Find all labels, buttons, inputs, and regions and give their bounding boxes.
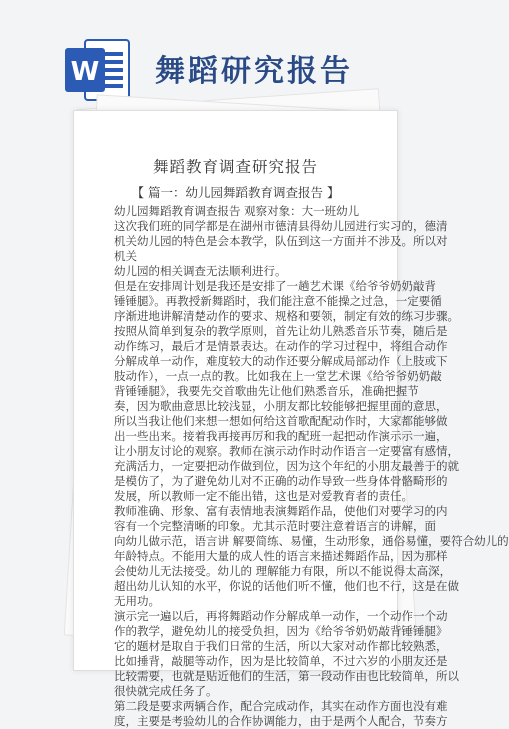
body-text-line: 锤锤腿》。再教授新舞蹈时，我们能注意不能操之过急，一定要循 [114,294,442,308]
body-text-line: 幼儿园的相关调查无法顺利进行。 [114,264,287,278]
body-text-line: 肢动作），一点一点的教。比如我在上一堂艺术课《给爷爷奶奶敲 [114,369,442,383]
body-text-line: 机关 [114,249,137,263]
body-text-line: 充满活力，一定要把动作做到位，因为这个年纪的小朋友最善于的就 [114,459,459,473]
body-text-line: 但是在安排周计划是我还是安排了一趟艺术课《给爷爷奶奶敲背 [114,279,436,293]
document-page [73,110,509,728]
body-text-line: 它的题材是取自于我们日常的生活，所以大家对动作都比较熟悉， [114,639,448,653]
body-text-line: 作的教学，避免幼儿的接受负担，因为《给爷爷奶奶敲背锤锤腿》 [114,624,448,638]
body-text-line: 分解成单一动作，难度较大的动作还要分解成局部动作（上肢或下 [114,354,448,368]
document-title: 舞蹈教育调查研究报告 [152,158,318,176]
body-text-line: 背锤锤腿》，我要先交首歌曲先让他们熟悉音乐，准确把握节 [114,384,419,398]
body-text-line: 按照从简单到复杂的教学原则，首先让幼儿熟悉音乐节奏，随后是 [114,324,448,338]
body-text-line: 比较需要，也就是贴近他们的生活，第一段动作由也比较简单，所以 [114,669,459,683]
body-text-line: 是模仿了，为了避免幼儿对不正确的动作导致一些身体骨骼畸形的 [114,474,448,488]
body-text-line: 很快就完成任务了。 [114,684,218,698]
body-text-line: 让小朋友讨论的观察。教师在演示动作时动作语言一定要富有感情， [114,444,459,458]
body-text-line: 比如捶背，敲腿等动作，因为是比较简单，不过六岁的小朋友还是 [114,654,448,668]
document-body [114,204,509,729]
body-text-line: 向幼儿做示范，语言讲 解要简练、易懂，生动形象，通俗易懂，要符合幼儿的 [114,534,509,548]
body-text-line: 年龄特点。不能用大量的成人性的语言来描述舞蹈作品，因为那样 [114,549,448,563]
body-text-line: 幼儿园舞蹈教育调查报告 观察对象：大一班幼儿 [114,204,360,218]
body-text-line: 教师准确、形象、富有表情地表演舞蹈作品，使他们对要学习的内 [114,504,448,518]
body-text-line: 序渐进地讲解清楚动作的要求、规格和要领，制定有效的练习步骤。 [114,309,459,323]
word-logo-letter: W [70,57,100,87]
body-text-line: 奏，因为歌曲意思比较浅显，小朋友都比较能够把握里面的意思， [114,399,448,413]
body-text-line: 容有一个完整清晰的印象。尤其示范时要注意着语言的讲解，面 [114,519,436,533]
body-text-line: 无用功。 [114,594,160,608]
body-text-line: 超出幼儿认知的水平，你说的话他们听不懂，他们也不行，这是在做 [114,579,459,593]
body-text-line: 发展，所以教师一定不能出错，这也是对爱教育者的责任。 [114,489,413,503]
body-text-line: 出一些出来。接着我再接再厉和我的配班一起把动作演示示一遍， [114,429,448,443]
document-subtitle: 【 篇一：幼儿园舞蹈教育调查报告 】 [131,185,340,200]
body-text-line: 会使幼儿无法接受。幼儿的 理解能力有限，所以不能说得太高深， [114,564,452,578]
body-text-line: 这次我们班的同学都是在湖州市德清县得幼儿园进行实习的，德清 [114,219,448,233]
body-text-line: 第二段是要求两辆合作，配合完成动作，其实在动作方面也没有难 [114,699,448,713]
body-text-line: 机关幼儿园的特色是会本教学，队伍到这一方面并不涉及。所以对 [114,234,448,248]
body-text-line: 动作练习，最后才是情景表达。在动作的学习过程中，将组合动作 [114,339,448,353]
body-text-line: 所以当我让他们来想一想如何给这首歌配配动作时，大家都能够做 [114,414,448,428]
banner-title: 舞蹈研究报告 [155,54,353,89]
body-text-line: 演示完一遍以后，再将舞蹈动作分解成单一动作，一个动作一个动 [114,609,448,623]
body-text-line: 度，主要是考验幼儿的合作协调能力，由于是两个人配合，节奏方 [114,714,448,728]
